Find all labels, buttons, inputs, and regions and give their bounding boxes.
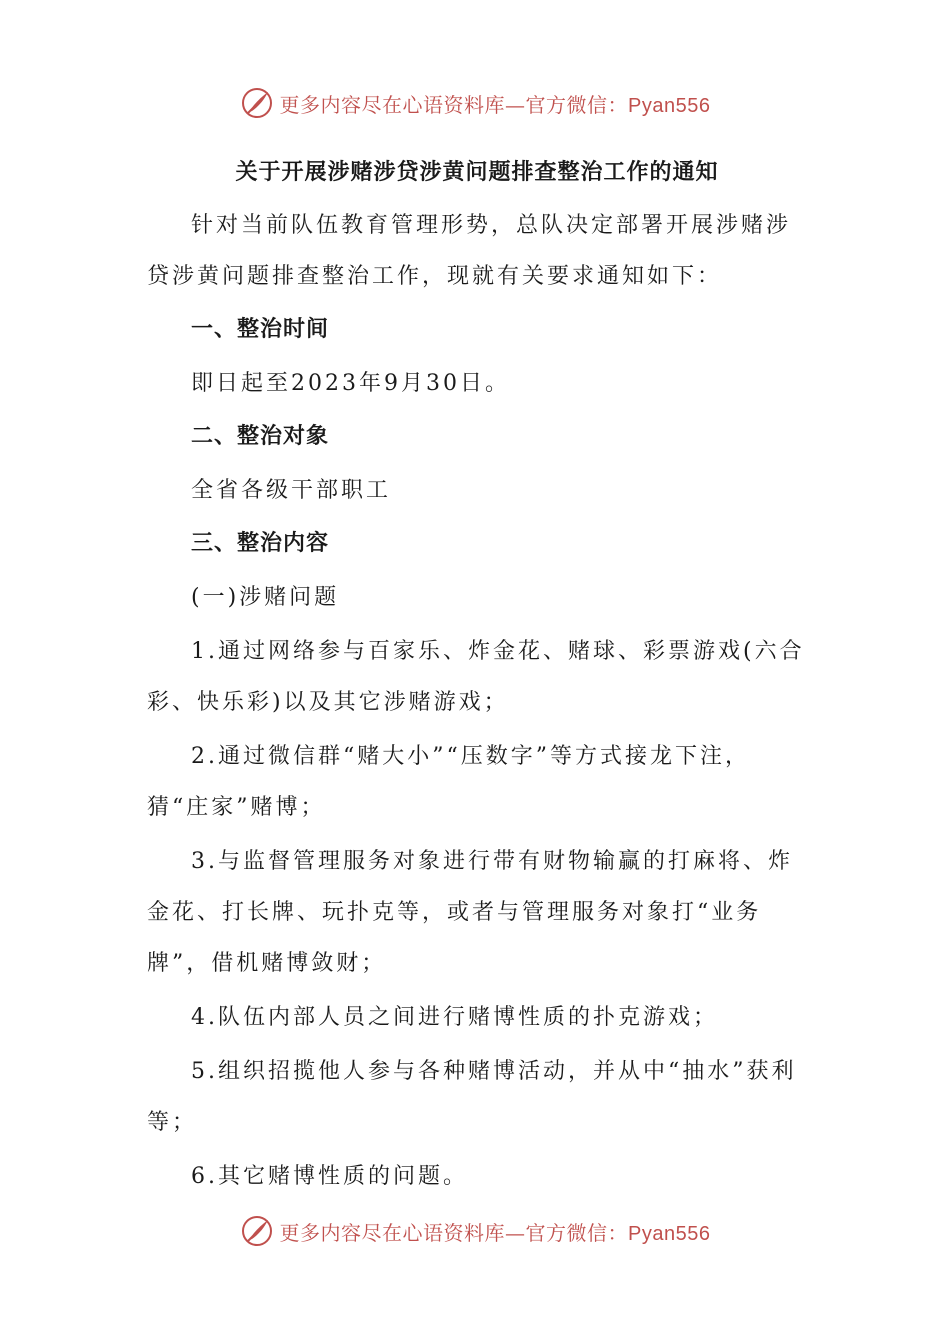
document-body — [147, 150, 807, 1202]
footer-banner — [0, 1211, 950, 1251]
intro-paragraph: 针对当前队伍教育管理形势，总队决定部署开展涉赌涉贷涉黄问题排查整治工作，现就有关要求通知如下： — [147, 213, 792, 289]
banner-separator-text: —官方微信： — [505, 92, 629, 117]
document-title: 关于开展涉赌涉贷涉黄问题排查整治工作的通知 — [235, 159, 719, 185]
section-heading-target: 二、整治对象 — [191, 423, 330, 449]
section-heading-content: 三、整治内容 — [191, 530, 330, 556]
quill-logo-icon — [240, 1214, 274, 1248]
quill-logo-icon — [240, 86, 274, 120]
list-item: 3.与监督管理服务对象进行带有财物输赢的打麻将、炸金花、打长牌、玩扑克等，或者与管理服务对象打“业务牌”，借机赌博敛财； — [147, 849, 793, 976]
list-item: 2.通过微信群“赌大小”“压数字”等方式接龙下注，猜“庄家”赌博； — [147, 744, 750, 820]
section-body-target: 全省各级干部职工 — [191, 478, 392, 503]
subsection-heading-gambling: (一)涉赌问题 — [191, 585, 340, 610]
list-item: 4.队伍内部人员之间进行赌博性质的扑克游戏； — [191, 1005, 718, 1030]
banner-wechat-id: Pyan556 — [628, 94, 711, 117]
banner-separator-text: —官方微信： — [505, 1220, 629, 1245]
banner-text — [280, 89, 711, 118]
list-item: 6.其它赌博性质的问题。 — [191, 1164, 468, 1189]
section-body-time: 即日起至2023年9月30日。 — [191, 371, 510, 396]
banner-text — [280, 1217, 711, 1246]
banner-main-text: 更多内容尽在心语资料库 — [279, 1220, 506, 1245]
list-item: 5.组织招揽他人参与各种赌博活动，并从中“抽水”获利等； — [147, 1059, 797, 1135]
banner-wechat-id: Pyan556 — [628, 1222, 711, 1245]
banner-main-text: 更多内容尽在心语资料库 — [279, 92, 506, 117]
header-banner — [0, 83, 950, 123]
list-item: 1.通过网络参与百家乐、炸金花、赌球、彩票游戏(六合彩、快乐彩)以及其它涉赌游戏； — [147, 639, 805, 715]
section-heading-time: 一、整治时间 — [191, 316, 330, 342]
